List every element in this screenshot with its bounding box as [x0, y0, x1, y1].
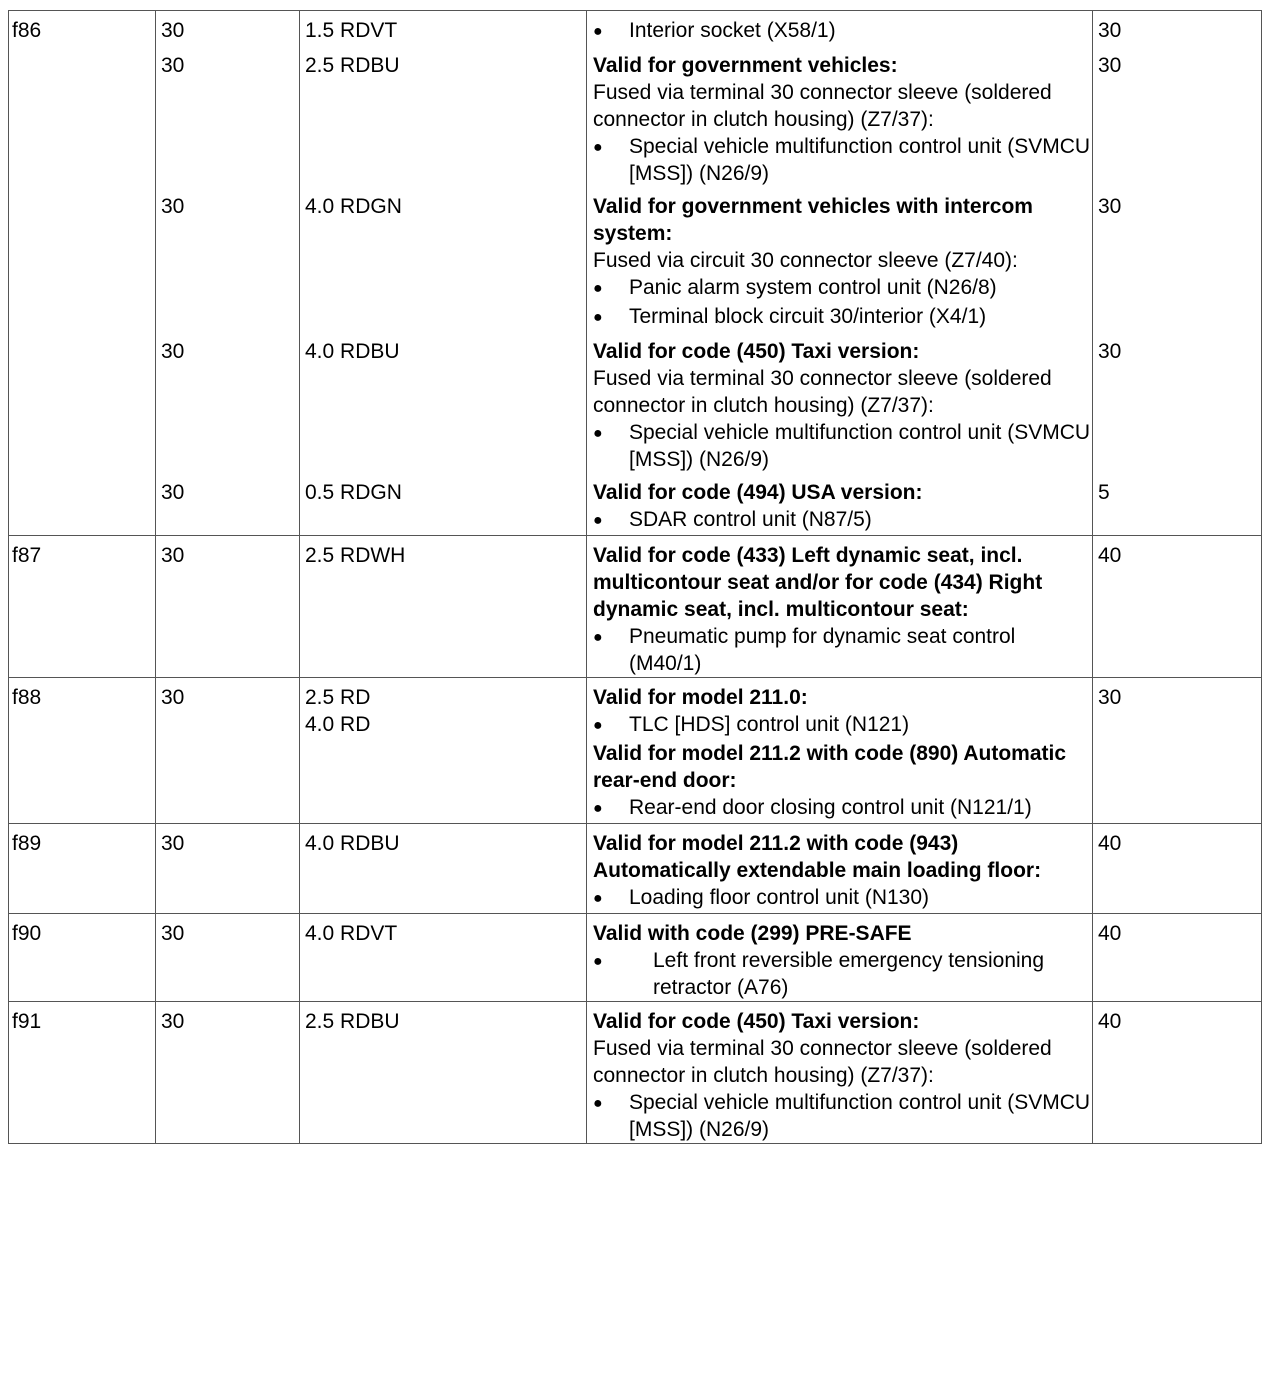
amperage-value: 40	[1098, 1010, 1122, 1033]
function-cell	[587, 11, 1093, 536]
wire-spec: 4.0 RDVT	[305, 922, 398, 945]
table-row	[9, 678, 1262, 824]
amperage-cell	[1093, 536, 1262, 678]
function-group	[593, 187, 1092, 332]
amperage-value: 30	[1098, 54, 1122, 77]
bullet-item	[593, 274, 1092, 303]
wire-group	[305, 187, 586, 332]
wire-group	[305, 536, 586, 677]
table-row	[9, 824, 1262, 914]
bullet-icon: ●	[593, 717, 603, 734]
validity-heading: Valid for model 211.2 with code (890) Automatic rear-end door:	[593, 742, 1067, 792]
bullet-icon: ●	[593, 800, 603, 817]
amperage-value: 5	[1098, 481, 1110, 504]
wire-spec: 2.5 RDBU	[305, 54, 400, 77]
wire-spec: 0.5 RDGN	[305, 481, 402, 504]
amperage-value: 30	[1098, 19, 1122, 42]
function-group	[593, 824, 1092, 913]
wire-cell	[300, 1002, 587, 1144]
amperage-cell	[1093, 914, 1262, 1002]
wire-spec: 4.0 RDBU	[305, 340, 400, 363]
validity-heading: Valid for code (494) USA version:	[593, 481, 923, 504]
validity-heading: Valid for code (450) Taxi version:	[593, 1010, 920, 1033]
component-label: Special vehicle multifunction control unit (SVMCU [MSS]) (N26/9)	[629, 1091, 1091, 1141]
wire-cell	[300, 11, 587, 536]
component-label: TLC [HDS] control unit (N121)	[629, 713, 910, 736]
amperage-cell	[1093, 824, 1262, 914]
component-label: Interior socket (X58/1)	[629, 19, 836, 42]
bullet-item	[593, 303, 1092, 332]
bullet-icon: ●	[593, 23, 603, 40]
function-group	[593, 473, 1092, 535]
bullet-icon: ●	[593, 309, 603, 326]
component-label: Special vehicle multifunction control unit (SVMCU [MSS]) (N26/9)	[629, 421, 1091, 471]
function-cell	[587, 824, 1093, 914]
table-row	[9, 11, 1262, 536]
circuit-value: 30	[161, 922, 185, 945]
amperage-cell	[1093, 11, 1262, 536]
circuit-cell	[156, 536, 300, 678]
fusing-note: Fused via circuit 30 connector sleeve (Z7/40):	[593, 249, 1018, 272]
amperage-cell	[1093, 1002, 1262, 1144]
function-group	[593, 332, 1092, 473]
bullet-item	[593, 947, 1092, 1001]
fuse-table	[8, 10, 1262, 1144]
wire-cell	[300, 824, 587, 914]
circuit-cell	[156, 824, 300, 914]
function-group	[593, 914, 1092, 1001]
wire-group	[305, 914, 586, 1001]
circuit-value: 30	[161, 340, 185, 363]
bullet-icon: ●	[593, 890, 603, 907]
wire-group	[305, 678, 586, 823]
fusing-note: Fused via terminal 30 connector sleeve (soldered connector in clutch housing) (Z7/37):	[593, 1037, 1052, 1087]
wire-spec: 4.0 RDBU	[305, 832, 400, 855]
bullet-icon: ●	[593, 280, 603, 297]
fuse-cell	[9, 914, 156, 1002]
validity-heading: Valid for code (433) Left dynamic seat, incl. multicontour seat and/or for code (434) Right dynamic seat, incl. multicontour seat:	[593, 544, 1043, 621]
bullet-icon: ●	[593, 425, 603, 442]
bullet-item	[593, 884, 1092, 913]
fuse-number: f86	[12, 19, 42, 42]
bullet-icon: ●	[593, 139, 603, 156]
function-cell	[587, 1002, 1093, 1144]
fuse-number: f88	[12, 686, 42, 709]
wire-cell	[300, 914, 587, 1002]
circuit-value: 30	[161, 686, 185, 709]
wire-group	[305, 1002, 586, 1143]
circuit-value: 30	[161, 1010, 185, 1033]
component-label: Special vehicle multifunction control unit (SVMCU [MSS]) (N26/9)	[629, 135, 1091, 185]
function-cell	[587, 536, 1093, 678]
table-row	[9, 914, 1262, 1002]
bullet-icon: ●	[593, 1095, 603, 1112]
amperage-value: 30	[1098, 195, 1122, 218]
bullet-icon: ●	[593, 953, 603, 970]
fusing-note: Fused via terminal 30 connector sleeve (soldered connector in clutch housing) (Z7/37):	[593, 81, 1052, 131]
function-group	[593, 536, 1092, 677]
component-label: Terminal block circuit 30/interior (X4/1)	[629, 305, 987, 328]
circuit-cell	[156, 1002, 300, 1144]
amperage-value: 30	[1098, 340, 1122, 363]
bullet-icon: ●	[593, 629, 603, 646]
bullet-item	[593, 133, 1092, 187]
circuit-value: 30	[161, 544, 185, 567]
function-group	[593, 678, 1092, 823]
validity-heading: Valid with code (299) PRE-SAFE	[593, 922, 912, 945]
wire-group	[305, 46, 586, 187]
component-label: Rear-end door closing control unit (N121/1)	[629, 796, 1032, 819]
wire-group	[305, 824, 586, 913]
validity-heading: Valid for government vehicles:	[593, 54, 898, 77]
table-row	[9, 1002, 1262, 1144]
validity-heading: Valid for code (450) Taxi version:	[593, 340, 920, 363]
bullet-icon: ●	[593, 512, 603, 529]
circuit-value: 30	[161, 19, 185, 42]
fusing-note: Fused via terminal 30 connector sleeve (soldered connector in clutch housing) (Z7/37):	[593, 367, 1052, 417]
wire-spec: 2.5 RDBU	[305, 1010, 400, 1033]
component-label: Loading floor control unit (N130)	[629, 886, 930, 909]
wire-group	[305, 11, 586, 46]
fuse-cell	[9, 536, 156, 678]
fuse-cell	[9, 11, 156, 536]
function-cell	[587, 678, 1093, 824]
validity-heading: Valid for model 211.0:	[593, 686, 808, 709]
function-group	[593, 46, 1092, 187]
circuit-value: 30	[161, 195, 185, 218]
component-label: Left front reversible emergency tensioning retractor (A76)	[653, 949, 1045, 999]
fuse-cell	[9, 1002, 156, 1144]
wire-spec: 4.0 RD	[305, 713, 371, 736]
wire-spec: 2.5 RD	[305, 686, 371, 709]
bullet-item	[593, 623, 1092, 677]
fuse-cell	[9, 824, 156, 914]
circuit-value: 30	[161, 481, 185, 504]
component-label: Pneumatic pump for dynamic seat control (M40/1)	[629, 625, 1016, 675]
bullet-item	[593, 794, 1092, 823]
amperage-value: 40	[1098, 544, 1122, 567]
circuit-value: 30	[161, 54, 185, 77]
circuit-cell	[156, 678, 300, 824]
fuse-number: f87	[12, 544, 42, 567]
amperage-value: 40	[1098, 832, 1122, 855]
component-label: Panic alarm system control unit (N26/8)	[629, 276, 997, 299]
amperage-value: 40	[1098, 922, 1122, 945]
wire-spec: 1.5 RDVT	[305, 19, 398, 42]
bullet-item	[593, 506, 1092, 535]
function-group	[593, 11, 1092, 46]
fuse-number: f89	[12, 832, 42, 855]
validity-heading: Valid for model 211.2 with code (943) Automatically extendable main loading floor:	[593, 832, 1042, 882]
bullet-item	[593, 419, 1092, 473]
amperage-cell	[1093, 678, 1262, 824]
function-cell	[587, 914, 1093, 1002]
function-group	[593, 1002, 1092, 1143]
table-row	[9, 536, 1262, 678]
amperage-value: 30	[1098, 686, 1122, 709]
wire-spec: 2.5 RDWH	[305, 544, 406, 567]
wire-group	[305, 473, 586, 535]
component-label: SDAR control unit (N87/5)	[629, 508, 872, 531]
fuse-number: f90	[12, 922, 42, 945]
validity-heading: Valid for government vehicles with intercom system:	[593, 195, 1033, 245]
circuit-value: 30	[161, 832, 185, 855]
circuit-cell	[156, 11, 300, 536]
fuse-number: f91	[12, 1010, 42, 1033]
wire-cell	[300, 678, 587, 824]
bullet-item	[593, 17, 1092, 46]
wire-group	[305, 332, 586, 473]
bullet-item	[593, 711, 1092, 740]
wire-cell	[300, 536, 587, 678]
wire-spec: 4.0 RDGN	[305, 195, 402, 218]
circuit-cell	[156, 914, 300, 1002]
fuse-cell	[9, 678, 156, 824]
bullet-item	[593, 1089, 1092, 1143]
